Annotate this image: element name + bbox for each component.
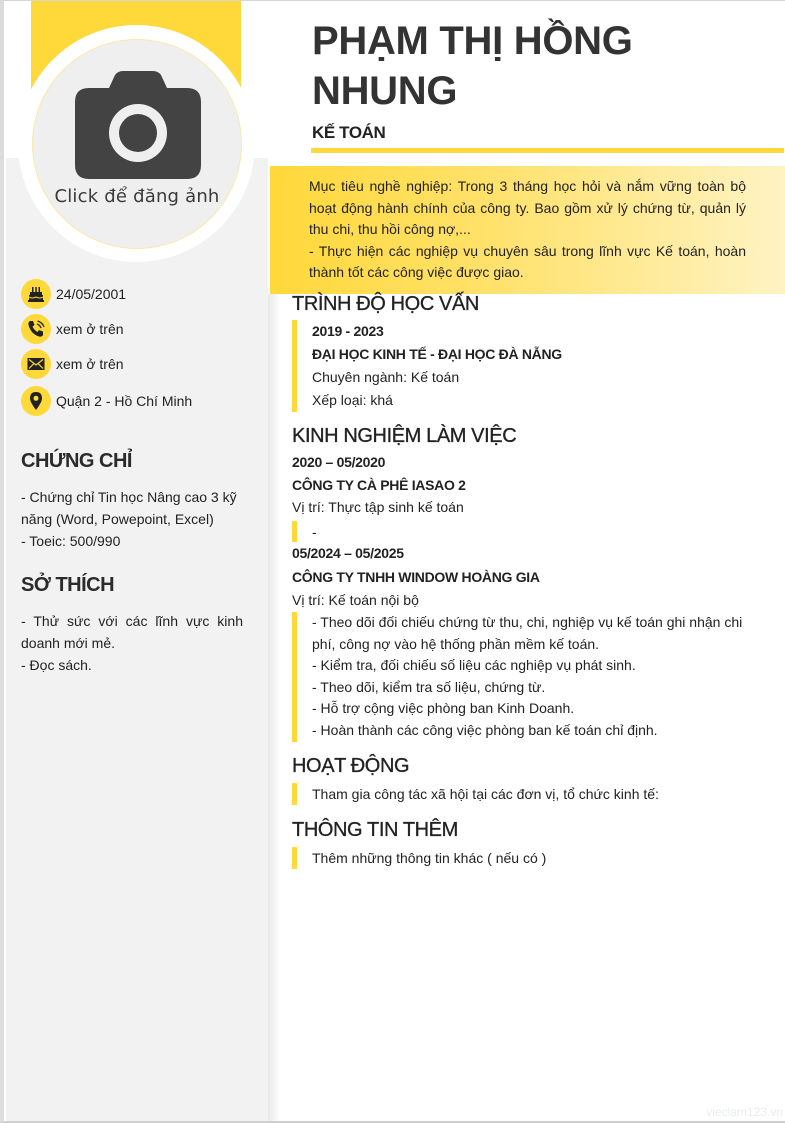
objective-line: Mục tiêu nghề nghiệp: Trong 3 tháng học hỏi và nắm vững toàn bộ hoạt động hành chính của công ty. Bao gồm xử lý chứng từ, quản lý thu chi, thu hồi công nợ,... [309, 178, 746, 237]
email-value: xem ở trên [56, 356, 124, 372]
activities-text: Tham gia công tác xã hội tại các đơn vị, tổ chức kinh tế: [312, 786, 659, 802]
education-heading: TRÌNH ĐỘ HỌC VẤN [292, 293, 479, 315]
career-objective-text [309, 176, 746, 284]
job-detail-item: - [312, 524, 317, 540]
watermark: vieclam123.vn [706, 1105, 783, 1119]
phone-icon [21, 314, 51, 344]
additional-info-text: Thêm những thông tin khác ( nếu có ) [312, 850, 547, 866]
name-line-1: PHẠM THỊ HỒNG [312, 19, 633, 63]
name-line-2: NHUNG [312, 69, 458, 113]
job-title: KẾ TOÁN [312, 123, 386, 142]
contact-phone [21, 314, 261, 344]
avatar-upload[interactable] [32, 39, 242, 249]
job-period: 2020 – 05/2020 [292, 454, 386, 470]
job-detail-item: - Theo dõi, kiểm tra số liệu, chứng từ. [312, 678, 546, 695]
hobby-item: - Đọc sách. [21, 657, 92, 673]
birthday-value: 24/05/2001 [56, 286, 127, 302]
additional-info-heading: THÔNG TIN THÊM [292, 819, 458, 841]
certificate-item: - Chứng chỉ Tin học Nâng cao 3 kỹ năng (Word, Powepoint, Excel) [21, 489, 237, 527]
email-icon [21, 349, 51, 379]
phone-value: xem ở trên [56, 321, 124, 337]
education-major: Chuyên ngành: Kế toán [312, 369, 460, 385]
experience-heading: KINH NGHIỆM LÀM VIỆC [292, 425, 517, 447]
education-school: ĐẠI HỌC KINH TẾ - ĐẠI HỌC ĐÀ NẴNG [312, 346, 562, 362]
career-objective-box [270, 166, 785, 294]
education-period: 2019 - 2023 [312, 323, 384, 339]
activities-entry [292, 783, 659, 805]
job-details [292, 612, 762, 742]
job-company: CÔNG TY CÀ PHÊ IASAO 2 [292, 477, 466, 493]
job-detail-item: - Hoàn thành các công việc phòng ban kế toán chỉ định. [312, 721, 658, 738]
job-details [292, 521, 317, 542]
contact-birthday [21, 279, 261, 309]
avatar-upload-label: Click để đăng ảnh [54, 186, 220, 207]
education-grade: Xếp loại: khá [312, 392, 393, 408]
certificates-list [21, 486, 243, 552]
job-position: Vị trí: Thực tập sinh kế toán [292, 499, 464, 515]
job-detail-item: - Kiểm tra, đối chiếu số liệu các nghiệp vụ phát sinh. [312, 657, 636, 673]
objective-line: - Thực hiện các nghiệp vụ chuyên sâu trong lĩnh vực Kế toán, hoàn thành tốt các công việc được giao. [309, 242, 746, 280]
activities-heading: HOẠT ĐỘNG [292, 755, 410, 777]
camera-icon [75, 71, 201, 179]
job-company: CÔNG TY TNHH WINDOW HOÀNG GIA [292, 569, 540, 585]
certificate-item: - Toeic: 500/990 [21, 533, 121, 549]
certificates-heading: CHỨNG CHỈ [21, 450, 132, 472]
candidate-name [312, 16, 752, 116]
job-position: Vị trí: Kế toán nội bộ [292, 592, 419, 608]
sidebar-shadow [268, 294, 280, 1121]
birthday-cake-icon [21, 279, 51, 309]
address-value: Quận 2 - Hồ Chí Minh [56, 393, 193, 409]
hobbies-heading: SỞ THÍCH [21, 574, 115, 596]
hobbies-list [21, 610, 243, 676]
location-icon [21, 386, 51, 416]
job-detail-item: - Hỗ trợ cộng việc phòng ban Kinh Doanh. [312, 700, 575, 716]
education-entry [292, 320, 562, 412]
additional-info-entry [292, 847, 546, 869]
contact-address [21, 386, 261, 416]
contact-email [21, 349, 261, 379]
job-detail-item: - Theo dõi đối chiếu chứng từ thu, chi, nghiệp vụ kế toán ghi nhận chi phí, công nợ vào hệ thống phần mềm kế toán. [312, 614, 743, 652]
job-period: 05/2024 – 05/2025 [292, 545, 404, 561]
hobby-item: - Thử sức với các lĩnh vực kinh doanh mới mẻ. [21, 613, 243, 651]
job-title-underline [311, 148, 784, 153]
